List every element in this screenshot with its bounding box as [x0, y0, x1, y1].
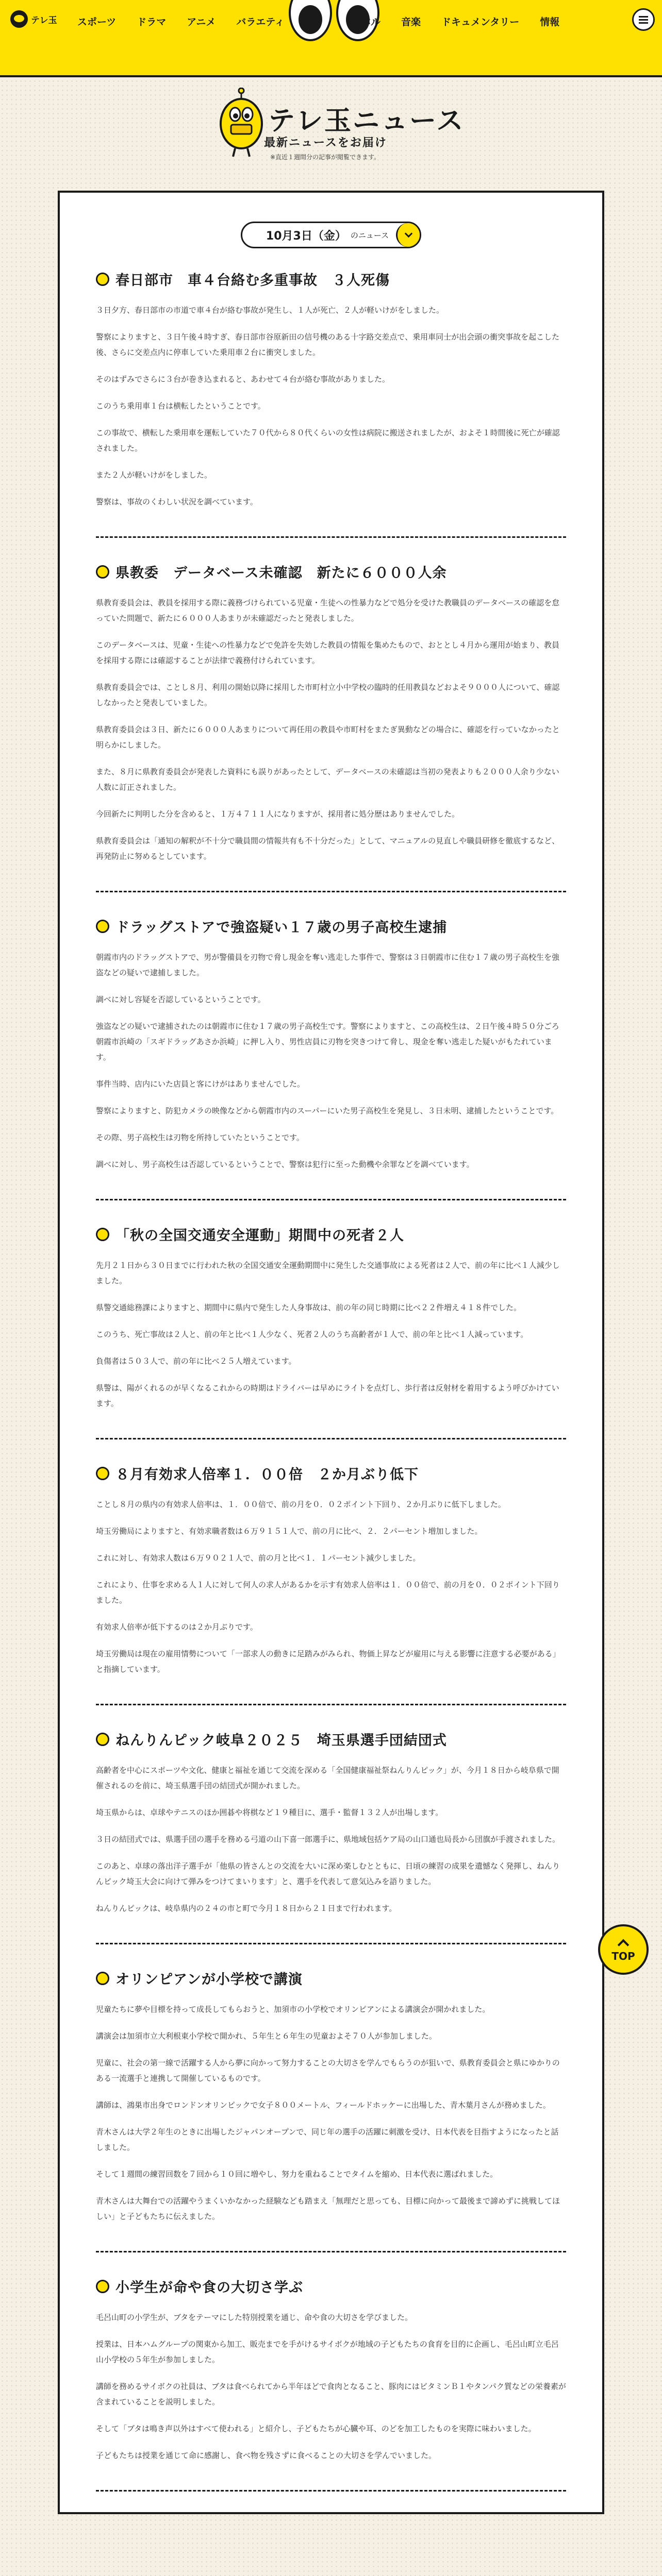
article-paragraph: 負傷者は５０３人で、前の年に比べ２５人増えています。	[96, 1357, 296, 1366]
article-title: 「秋の全国交通安全運動」期間中の死者２人	[115, 1228, 404, 1244]
bullet-dot-icon	[96, 1733, 109, 1746]
article-paragraph: 警察は、事故のくわしい状況を調べています。	[96, 497, 258, 506]
article-title: オリンピアンが小学校で講演	[115, 1972, 303, 1988]
page-title: テレ玉ニュース	[268, 106, 465, 137]
article-paragraph: 子どもたちは授業を通じて命に感謝し、食べ物を残さずに食べることの大切さを学んでいました。	[96, 2451, 437, 2460]
article-title: 春日部市 車４台絡む多重事故 ３人死傷	[115, 273, 390, 289]
bullet-dot-icon	[96, 1972, 109, 1985]
nav-item-drama[interactable]: ドラマ	[137, 16, 167, 28]
article-paragraph: 毛呂山町の小学生が、ブタをテーマにした特別授業を通じ、命や食の大切さを学びました。	[96, 2313, 412, 2322]
article-title-row	[96, 916, 566, 936]
chevron-down-icon	[396, 223, 420, 247]
article-paragraph: 講師は、鴻巣市出身でロンドンオリンピックで女子８００メートル、フィールドホッケーに出場した、青木葉月さんが務めました。	[96, 2100, 551, 2110]
article-title: 小学生が命や食の大切さ学ぶ	[115, 2280, 303, 2296]
article-paragraph: 有効求人倍率が低下するのは２か月ぶりです。	[96, 1622, 258, 1632]
article-paragraph: このうち、死亡事故は２人と、前の年と比べ１人少なく、死者２人のうち高齢者が１人で、前の年と比べ１人減っています。	[96, 1330, 528, 1339]
article-paragraph: 児童たちに夢や目標を持って成長してもらおうと、加須市の小学校でオリンピアンによる講演会が開かれました。	[96, 2005, 490, 2014]
logo-text: テレ玉	[31, 15, 57, 26]
site-logo[interactable]	[10, 10, 57, 28]
logo-mark-icon	[10, 10, 28, 28]
news-article	[96, 1729, 566, 1944]
news-article	[96, 2276, 566, 2492]
back-to-top-button[interactable]	[598, 1924, 649, 1975]
date-select-value: 10月3日（金）	[266, 229, 346, 243]
article-title-row	[96, 562, 566, 582]
news-article	[96, 1463, 566, 1705]
article-title-row	[96, 1729, 566, 1749]
bullet-dot-icon	[96, 920, 109, 933]
article-paragraph: ３日の結団式では、県選手団の選手を務める弓道の山下喜一郎選手に、県地域包括ケア局の山口通也局長から団旗が手渡されました。	[96, 1835, 560, 1844]
article-title: ドラッグストアで強盗疑い１７歳の男子高校生逮捕	[115, 920, 448, 936]
news-list-card	[58, 191, 604, 2514]
article-paragraph: 県警交通総務課によりますと、期間中に県内で発生した人身事故は、前の年の同じ時期に比べ２２件増え４１８件でした。	[96, 1303, 522, 1312]
article-title-row	[96, 269, 566, 289]
top-button-label: TOP	[611, 1950, 635, 1962]
page-subtitle: 最新ニュースをお届け	[264, 137, 387, 149]
article-paragraph: 県警は、陽がくれるのが早くなるこれからの時期はドライバーは早めにライトを点灯し、歩行者は反射材を着用するよう呼びかけています。	[96, 1383, 559, 1408]
hamburger-menu-button[interactable]	[632, 8, 655, 31]
nav-item-music[interactable]: 音楽	[401, 16, 421, 28]
article-paragraph: 青木さんは大学２年生のときに出場したジャパンオープンで、同じ年の選手の活躍に刺激を受け、日本代表を目指すようになったと話しました。	[96, 2127, 559, 2152]
article-paragraph: 県教育委員会は「通知の解釈が不十分で職員間の情報共有も不十分だった」として、マニュアルの見直しや職員研修を徹底するなど、再発防止に努めるとしています。	[96, 836, 560, 861]
date-select[interactable]	[241, 222, 421, 248]
date-select-wrap	[96, 222, 566, 248]
article-title-row	[96, 1463, 566, 1483]
article-paragraph: 調べに対し容疑を否認しているということです。	[96, 995, 266, 1004]
nav-item-documentary[interactable]: ドキュメンタリー	[441, 16, 520, 28]
tamatama-mascot-icon	[216, 88, 267, 160]
article-paragraph: 高齢者を中心にスポーツや文化、健康と福祉を通じて交流を深める「全国健康福祉祭ねんりんピック」が、今月１８日から岐阜県で開催されるのを前に、埼玉県選手団の結団式が開かれました。	[96, 1766, 559, 1790]
news-article	[96, 1968, 566, 2252]
article-paragraph: 先月２１日から３０日までに行われた秋の全国交通安全運動期間中に発生した交通事故による死者は２人で、前の年に比べ１人減少しました。	[96, 1261, 560, 1285]
article-paragraph: 朝霞市内のドラッグストアで、男が警備員を刃物で脅し現金を奪い逃走した事件で、警察は３日朝霞市に住む１７歳の男子高校生を強盗などの疑いで逮捕しました。	[96, 953, 559, 977]
article-paragraph: ねんりんピックは、岐阜県内の２４の市と町で今月１８日から２１日まで行われます。	[96, 1904, 397, 1913]
news-article	[96, 1224, 566, 1439]
article-paragraph: そして１週間の練習回数を７回から１０回に増やし、努力を重ねることでタイムを縮め、日本代表に選ばれました。	[96, 2170, 498, 2179]
article-paragraph: 埼玉労働局によりますと、有効求職者数は６万９１５１人で、前の月に比べ、２．２パーセント増加しました。	[96, 1527, 483, 1536]
main-nav-right	[361, 14, 559, 28]
article-title-row	[96, 2276, 566, 2296]
article-title: 県教委 データベース未確認 新たに６０００人余	[115, 565, 447, 581]
article-paragraph: 講演会は加須市立大利根東小学校で開かれ、５年生と６年生の児童およそ７０人が参加しました。	[96, 2031, 437, 2041]
article-paragraph: 講師を務めるサイボクの社員は、ブタは食べられてから半年ほどで食肉となること、豚肉にはビタミンＢ１やタンパク質などの栄養素が含まれていることを説明しました。	[96, 2382, 566, 2406]
article-title-row	[96, 1224, 566, 1244]
article-paragraph: 埼玉県からは、卓球やテニスのほか囲碁や将棋など１９種目に、選手・監督１３２人が出場します。	[96, 1808, 443, 1817]
hero-section	[0, 77, 662, 191]
article-paragraph: この事故で、横転した乗用車を運転していた７０代から８０代くらいの女性は病院に搬送されましたが、およそ１時間後に死亡が確認されました。	[96, 428, 560, 453]
news-article	[96, 269, 566, 538]
article-paragraph: その際、男子高校生は刃物を所持していたということです。	[96, 1133, 304, 1142]
article-paragraph: ３日夕方、春日部市の市道で車４台が絡む事故が発生し、１人が死亡、２人が軽いけがをしました。	[96, 306, 444, 315]
article-paragraph: 今回新たに判明した分を含めると、１万４７１１人になりますが、採用者に処分歴はありませんでした。	[96, 809, 460, 819]
bullet-dot-icon	[96, 2280, 109, 2293]
article-paragraph: そして「ブタは鳴き声以外はすべて使われる」と紹介し、子どもたちが心臓や耳、のどを加工したものを実際に味わいました。	[96, 2424, 536, 2433]
bullet-dot-icon	[96, 1228, 109, 1241]
bullet-dot-icon	[96, 1467, 109, 1480]
menu-icon	[639, 19, 648, 21]
nav-item-sports[interactable]: スポーツ	[77, 16, 117, 28]
article-paragraph: 埼玉労働局は現在の雇用情勢について「一部求人の動きに足踏みがみられ、物価上昇などが雇用に与える影響に注意する必要がある」と指摘しています。	[96, 1649, 560, 1674]
site-header	[0, 0, 662, 77]
article-title: ねんりんピック岐阜２０２５ 埼玉県選手団結団式	[115, 1733, 447, 1749]
article-paragraph: これにより、仕事を求める人１人に対して何人の求人があるかを示す有効求人倍率は１．００倍で、前の月を０．０２ポイント下回りました。	[96, 1580, 560, 1605]
article-paragraph: 警察によりますと、防犯カメラの映像などから朝霞市内のスーパーにいた男子高校生を発見し、３日未明、逮捕したということです。	[96, 1106, 559, 1115]
article-paragraph: このデータベースは、児童・生徒への性暴力などで免許を失効した教員の情報を集めたもので、おととし４月から運用が始まり、教員を採用する際には確認することが法律で義務付けられています。	[96, 640, 559, 665]
article-paragraph: このうち乗用車１台は横転したということです。	[96, 401, 266, 411]
article-title: ８月有効求人倍率１．００倍 ２か月ぶり低下	[115, 1467, 419, 1483]
article-paragraph: これに対し、有効求人数は６万９０２１人で、前の月と比べ１．１パーセント減少しました。	[96, 1553, 421, 1563]
nav-item-bal[interactable]: バル	[361, 16, 381, 28]
article-paragraph: 県教育委員会は３日、新たに６０００人あまりについて再任用の教員や市町村をまたぎ異動などの場合に、確認を行っていなかったと明らかにしました。	[96, 725, 560, 750]
article-paragraph: ことし８月の県内の有効求人倍率は、１．００倍で、前の月を０．０２ポイント下回り、２か月ぶりに低下しました。	[96, 1500, 506, 1509]
date-select-suffix: のニュース	[350, 230, 389, 240]
news-article	[96, 562, 566, 892]
article-paragraph: 事件当時、店内にいた店員と客にけがはありませんでした。	[96, 1079, 305, 1089]
article-paragraph: 警察によりますと、３日午後４時すぎ、春日部市谷原新田の信号機のある十字路交差点で、乗用車同士が出会頭の衝突事故を起こした後、さらに交差点内に停車していた乗用車２台に衝突しました。	[96, 332, 560, 357]
nav-item-info[interactable]: 情報	[540, 16, 560, 28]
article-paragraph: 強盗などの疑いで逮捕されたのは朝霞市に住む１７歳の男子高校生です。警察によりますと、この高校生は、２日午後４時５０分ごろ朝霞市浜崎の「スギドラッグあさか浜崎」に押し入り、男性店員に刃物を突きつけて脅し、現金を奪い逃走した疑いがもたれています。	[96, 1022, 559, 1062]
page-note: ※直近１週間分の記事が閲覧できます。	[270, 154, 380, 161]
article-title-row	[96, 1968, 566, 1988]
chevron-up-icon	[618, 1939, 630, 1951]
article-paragraph: 児童に、社会の第一線で活躍する人から夢に向かって努力することの大切さを学んでもらうのが狙いで、県教育委員会と県にゆかりのある一流選手と連携して開催しているものです。	[96, 2058, 560, 2083]
nav-item-variety[interactable]: バラエティ	[236, 16, 285, 28]
article-list	[96, 269, 566, 2492]
article-paragraph: また、８月に県教育委員会が発表した資料にも誤りがあったとして、データベースの未確認は当初の発表よりも２０００人余り少ない人数に訂正されました。	[96, 767, 559, 792]
article-paragraph: 県教育委員会は、教員を採用する際に義務づけられている児童・生徒への性暴力などで処分を受けた教職員のデータベースの確認を怠っていた問題で、新たに６０００人あまりが未確認だったと発表しました。	[96, 598, 560, 623]
article-paragraph: このあと、卓球の落出洋子選手が「他県の皆さんとの交流を大いに深め楽しむとともに、日頃の練習の成果を遺憾なく発揮し、ねんりんピック埼玉大会に向けて弾みをつけてまいります」と、選手を代表して意気込みを語りました。	[96, 1861, 560, 1886]
article-paragraph: 青木さんは大舞台での活躍やうまくいかなかった経験なども踏まえ「無理だと思っても、目標に向かって最後まで諦めずに挑戦してほしい」と子どもたちに伝えました。	[96, 2196, 560, 2221]
article-paragraph: また２人が軽いけがをしました。	[96, 470, 212, 480]
bullet-dot-icon	[96, 273, 109, 286]
article-paragraph: 調べに対し、男子高校生は否認しているということで、警察は犯行に至った動機や余罪などを調べています。	[96, 1160, 474, 1169]
main-nav-left	[77, 14, 285, 28]
news-article	[96, 916, 566, 1200]
bullet-dot-icon	[96, 565, 109, 579]
article-paragraph: 授業は、日本ハムグループの関東から加工、販売までを手がけるサイボクが地域の子どもたちの食育を目的に企画し、毛呂山町立毛呂山小学校の５年生が参加しました。	[96, 2340, 559, 2364]
article-paragraph: 県教育委員会では、ことし８月、利用の開始以降に採用した市町村立小中学校の臨時的任用教員などおよそ９０００人について、確認しなかったと発表していました。	[96, 683, 560, 707]
nav-item-anime[interactable]: アニメ	[187, 16, 216, 28]
article-paragraph: そのはずみでさらに３台が巻き込まれると、あわせて４台が絡む事故がありました。	[96, 375, 390, 384]
